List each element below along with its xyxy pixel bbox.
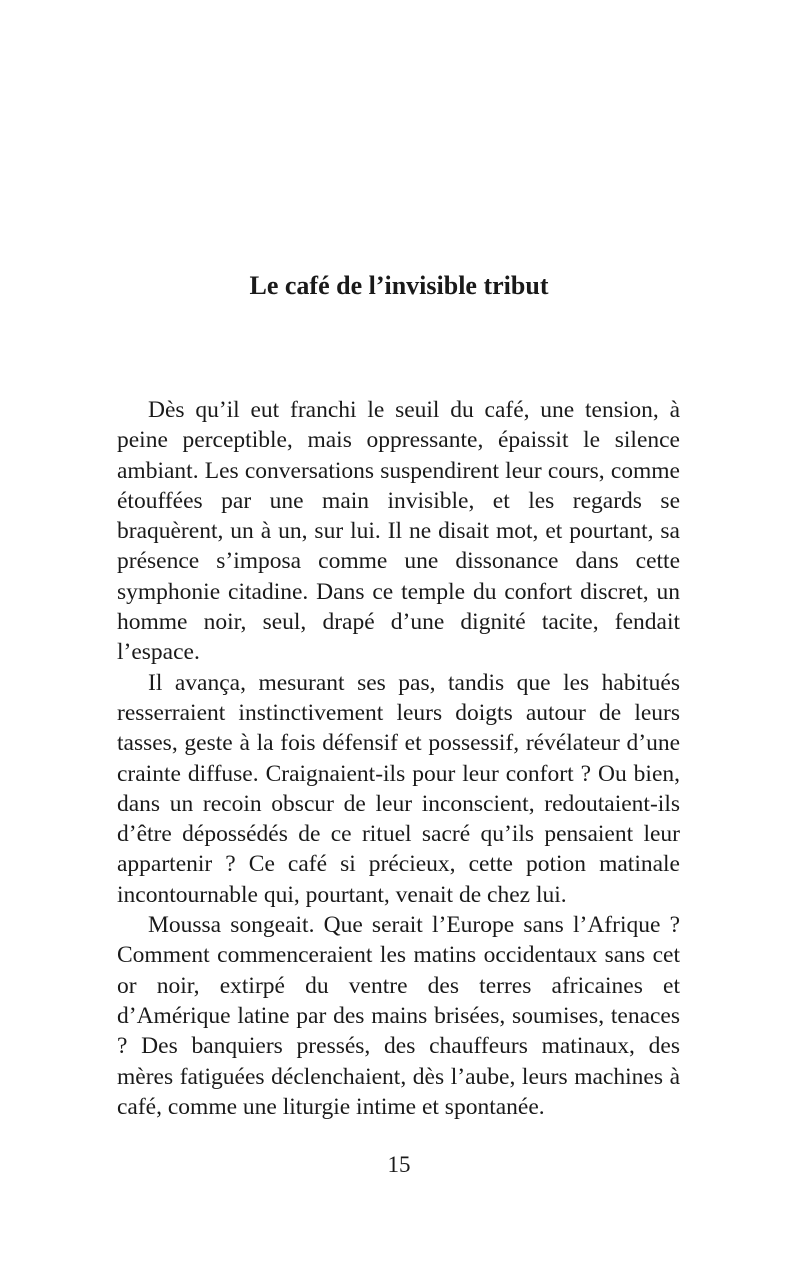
- paragraph: Moussa songeait. Que serait l’Europe sans l’Afrique ? Comment commenceraient les matins occidentaux sans cet or noir, extirpé du ventre des terres africaines et d’Amérique latine par des mains brisées, soumises, tenaces ? Des banquiers pressés, des chauffeurs matinaux, des mères fatiguées déclenchaient, dès l’aube, leurs machines à café, comme une liturgie intime et spontanée.: [117, 912, 680, 1120]
- page-number: 15: [387, 1152, 411, 1177]
- paragraph: Dès qu’il eut franchi le seuil du café, une tension, à peine perceptible, mais oppressante, épaissit le silence ambiant. Les conversations suspendirent leur cours, comme étouffées par une main invisible, et les regards se braquèrent, un à un, sur lui. Il ne disait mot, et pourtant, sa présence s’imposa comme une dissonance dans cette symphonie citadine. Dans ce temple du confort discret, un homme noir, seul, drapé d’une dignité tacite, fendait l’espace.: [117, 397, 680, 666]
- chapter-title: Le café de l’invisible tribut: [249, 271, 549, 300]
- chapter-body: [117, 395, 680, 1122]
- paragraph: Il avança, mesurant ses pas, tandis que les habitués resserraient instinctivement leurs doigts autour de leurs tasses, geste à la fois défensif et possessif, révélateur d’une crainte diffuse. Craignaient-ils pour leur confort ? Ou bien, dans un recoin obscur de leur inconscient, redoutaient-ils d’être dépossédés de ce rituel sacré qu’ils pensaient leur appartenir ? Ce café si précieux, cette potion matinale incontournable qui, pourtant, venait de chez lui.: [117, 669, 680, 908]
